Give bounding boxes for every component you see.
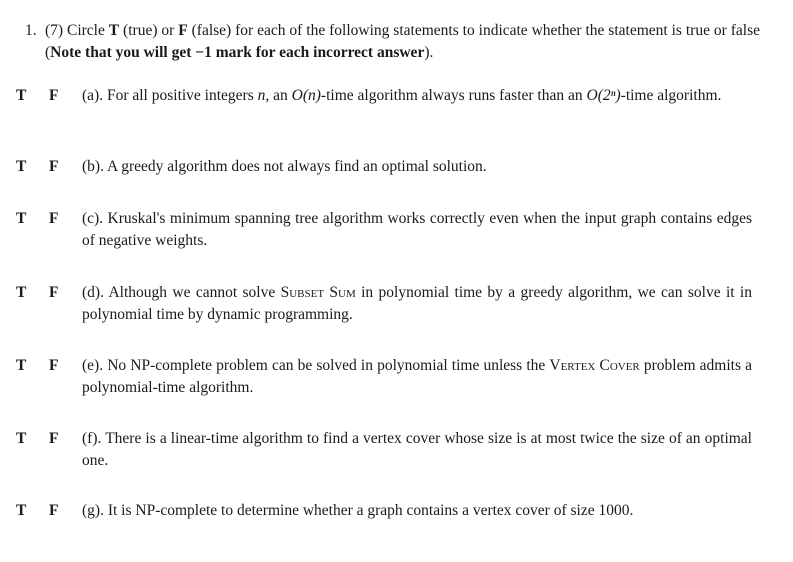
intro-text: (true) or [119,22,179,39]
math-n: n [257,87,266,104]
statement-label: (g). [82,502,104,519]
true-option[interactable]: T [16,158,27,175]
statement-body: No NP-complete problem can be solved in polynomial time unless the [107,357,550,374]
false-option[interactable]: F [49,87,59,104]
statement-label: (b). [82,158,104,175]
intro-text: ). [424,44,434,61]
problem-name: Vertex Cover [549,357,640,374]
true-option[interactable]: T [16,430,27,447]
false-option[interactable]: F [49,210,59,227]
statement-text [82,428,752,472]
statement-text [82,208,752,252]
statement-label: (f). [82,430,102,447]
true-option[interactable]: T [16,357,27,374]
statement-body: in polynomial time by a greedy algorithm, we can solve it in polynomial time by dynamic programming. [82,284,752,323]
true-option[interactable]: T [16,210,27,227]
statement-body: Although we cannot solve [108,284,281,301]
statement-body: Kruskal's minimum spanning tree algorithm works correctly even when the input graph contains edges of negative weights. [82,210,752,249]
question-instructions [45,20,760,64]
true-option[interactable]: T [16,284,27,301]
true-option[interactable]: T [16,502,27,519]
false-option[interactable]: F [49,357,59,374]
statement-body: There is a linear-time algorithm to find a vertex cover whose size is at most twice the size of an optimal one. [82,430,752,469]
statement-text [82,85,752,107]
penalty-note: Note that you will get −1 mark for each incorrect answer [50,44,425,61]
true-option[interactable]: T [16,87,27,104]
math-o-n: O(n) [291,87,321,104]
text-part: , an [265,87,292,104]
statement-label: (a). [82,87,104,104]
statement-label: (e). [82,357,104,374]
math-o-2n: O(2ⁿ) [586,87,621,104]
false-option[interactable]: F [49,430,59,447]
false-option[interactable]: F [49,502,59,519]
text-part: For all positive integers [106,87,258,104]
false-letter: F [178,22,188,39]
problem-name: Subset Sum [280,284,356,301]
question-number: 1. [25,22,37,39]
statement-label: (d). [82,284,104,301]
statement-body: A greedy algorithm does not always find an optimal solution. [106,158,487,175]
false-option[interactable]: F [49,284,59,301]
intro-text: (false) for each of the following statements to indicate whether the statement is true or false ( [45,22,760,61]
text-part: -time algorithm always runs faster than an [320,87,587,104]
true-letter: T [108,22,120,39]
statement-text [82,500,752,522]
statement-text [82,355,752,399]
question-header [25,20,760,64]
statement-text [82,282,752,326]
statement-label: (c). [82,210,104,227]
statement-text [82,156,752,178]
statement-body: problem admits a polynomial-time algorithm. [82,357,752,396]
text-part: -time algorithm. [620,87,722,104]
statement-body: It is NP-complete to determine whether a graph contains a vertex cover of size 1000. [107,502,634,519]
false-option[interactable]: F [49,158,59,175]
intro-text: (7) Circle [45,22,109,39]
